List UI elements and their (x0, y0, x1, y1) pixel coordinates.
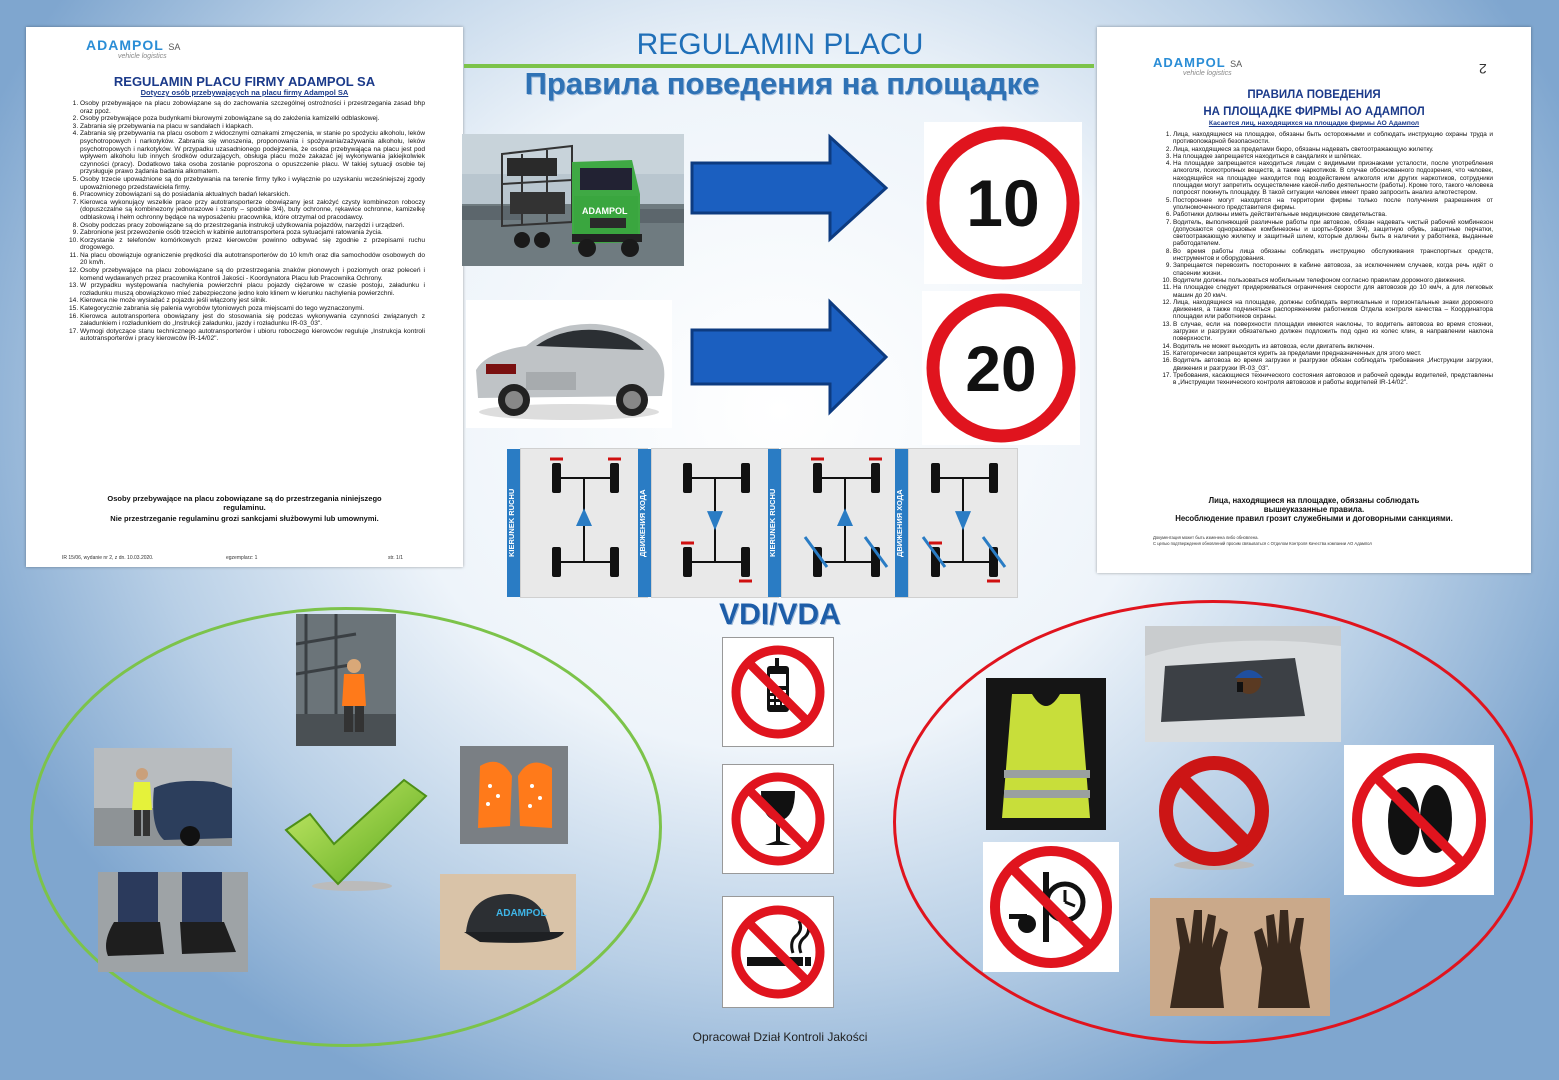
rule-item: 1. Osoby przebywające na placu zobowiązane są do zachowania szczególnej ostrożności i przestrzegania zasad bhp oraz ppoż. (80, 100, 425, 115)
doc-title-1: ПРАВИЛА ПОВЕДЕНИЯ (1247, 89, 1381, 101)
driver-vest-photo (296, 614, 396, 746)
doc-footer-2: Несоблюдение правил грозит служебными и договорными санкциями. (1175, 514, 1453, 523)
rule-item: 14. Водитель не может выходить из автовоза, если двигатель включен. (1173, 343, 1493, 350)
rule-item: 8. Osoby podczas pracy zobowiązane są do przestrzegania instrukcji użytkowania pojazdów, narzędzi i urządzeń. (80, 222, 425, 230)
rule-item: 7. Kierowca wykonujący wszelkie prace przy autotransporterze obowiązany jest założyć czysty kombinezon roboczy (dopuszczalne są kombinezony jednorazowe i szorty – spodnie 3/4), buty ochronne, rękawice ochronne, kamizelkę odblaskową i hełm ochronny będące na wyposażeniu pracownika, które otrzymał od pracodawcy. (80, 199, 425, 222)
no-jewelry-sign (983, 842, 1119, 972)
doc-subtitle: Dotyczy osób przebywających na placu firmy Adampol SA (140, 88, 349, 97)
hi-vis-vest-photo (986, 678, 1106, 830)
rule-item: 8. Во время работы лица обязаны соблюдать инструкцию обслуживания транспортных средств, инструментов и оборудования. (1173, 248, 1493, 263)
doc-meta-left: IR 15/06, wydanie nr 2, z dn. 10.03.2020. (62, 555, 154, 561)
rule-item: 4. Zabrania się przebywania na placu osobom z widocznymi oznakami zmęczenia, w stanie po spożyciu alkoholu, leków psychotropowych i narkotyków. Zabrania się wnoszenia, proponowania i spożywania/zażywania alkoholu, leków psychotropowych i narkotyków. W przypadku uzasadnionego podejrzenia, że osoba przebywająca na placu jest pod wpływem alkoholu lub innych środków odurzających, obsługa placu może zakazać jej wykonywania jakiejkolwiek czynności (pracy). Dodatkowo taka osoba zostanie poproszona o opuszczenie placu. W takiej sytuacji osobie tej przysługuje prawo żądania badania alkomatem. (80, 130, 425, 176)
rule-item: 15. Категорически запрещается курить за пределами предназначенных для этого мест. (1173, 350, 1493, 357)
rule-item: 5. Osoby trzecie upoważnione są do przebywania na terenie firmy tylko i wyłącznie po uzyskaniu wcześniejszej zgody upoważnionego przedstawiciela firmy. (80, 176, 425, 191)
no-phone-sign (722, 637, 834, 747)
speed-limit-sign-10 (924, 122, 1082, 284)
rule-item: 13. W przypadku występowania nachylenia powierzchni placu pojazdy ciężarowe w czasie postoju, załadunku i rozładunku muszą obowiązkowo mieć zabezpieczone jedno koło klinem w kierunku nachylenia powierzchni. (80, 282, 425, 297)
wheel-chock-panel (768, 448, 909, 598)
rule-item: 3. Zabrania się przebywania na placu w sandałach i klapkach. (80, 123, 425, 131)
direction-label: ДВИЖЕНИЯ ХОДА (638, 449, 651, 597)
doc-footer-2: Nie przestrzeganie regulaminu grozi sankcjami służbowymi lub umownymi. (110, 514, 379, 523)
doc-subtitle: Касается лиц, находящихся на площадке фирмы АО Адампол (1208, 120, 1420, 127)
rule-item: 6. Работники должны иметь действительные медицинские свидетельства. (1173, 211, 1493, 218)
vdi-vda-label: VDI/VDA (719, 598, 841, 631)
rule-item: 11. Na placu obowiązuje ograniczenie prędkości dla autotransporterów do 10 km/h oraz dla samochodów osobowych do 20 km/h. (80, 252, 425, 267)
wheel-chock-panel (895, 448, 1018, 598)
car-inspection-photo (94, 748, 232, 846)
arrow-right-icon (690, 298, 890, 416)
direction-label: ДВИЖЕНИЯ ХОДА (895, 449, 908, 597)
title-russian: Правила поведения на площадке (524, 66, 1040, 101)
speed-value: 10 (966, 166, 1040, 240)
regulamin-document-pl (26, 27, 463, 567)
doc-title-2: НА ПЛОЩАДКЕ ФИРМЫ АО АДАМПОЛ (1203, 106, 1425, 118)
rules-list (1159, 131, 1493, 386)
rule-item: 1. Лица, находящиеся на площадке, обязаны быть осторожными и соблюдать инструкцию охраны труда и противопожарной безопасности. (1173, 131, 1493, 146)
rule-item: 2. Osoby przebywające poza budynkami biurowymi zobowiązane są do założenia kamizelki odblaskowej. (80, 115, 425, 123)
rule-item: 12. Лица, находящиеся на площадке, должны соблюдать вертикальные и горизонтальные знаки дорожного движения, а также подчиняться распоряжениям работников Отдела контроля качества – Координатора площадки или работников охраны. (1173, 299, 1493, 321)
rule-item: 10. Korzystanie z telefonów komórkowych przez kierowców powinno odbywać się zgodnie z przepisami ruchu drogowego. (80, 237, 425, 252)
direction-label: KIERUNEK RUCHU (768, 449, 781, 597)
rule-item: 13. В случае, если на поверхности площадки имеются наклоны, то водитель автовоза во время стоянки, загрузки и разгрузки обязательно должен подложить под одно из колес клин, в направлении наклона поверхности. (1173, 321, 1493, 343)
wheel-chock-panel (638, 448, 779, 598)
adampol-logo: ADAMPOL SA (86, 37, 181, 53)
credit-text: Opracował Dział Kontroli Jakości (692, 1030, 868, 1044)
rules-list (66, 100, 425, 343)
arrow-right-icon (690, 133, 890, 243)
direction-label: KIERUNEK RUCHU (507, 449, 520, 597)
regulamin-document-ru (1097, 27, 1531, 573)
adampol-logo: ADAMPOL SA (1153, 55, 1243, 70)
no-smoking-sign (722, 896, 834, 1008)
rule-item: 11. На площадке следует придерживаться ограничения скорости для автовозов до 10 км/ч, а для легковых машин до 20 км/ч. (1173, 284, 1493, 299)
rule-item: 9. Запрещается перевозить посторонних в кабине автовоза, за исключением случаев, когда речь идёт о спасении жизни. (1173, 262, 1493, 277)
truck-brand-text: ADAMPOL (582, 206, 628, 216)
rule-item: 10. Водители должны пользоваться мобильным телефоном согласно правилам дорожного движения. (1173, 277, 1493, 284)
rule-item: 3. На площадке запрещается находиться в сандалиях и шлёпках. (1173, 153, 1493, 160)
rule-item: 15. Kategorycznie zabrania się palenia wyrobów tytoniowych poza miejscami do tego wyznaczonymi. (80, 305, 425, 313)
rule-item: 14. Kierowca nie może wysiadać z pojazdu jeśli włączony jest silnik. (80, 297, 425, 305)
rule-item: 2. Лица, находящиеся за пределами бюро, обязаны надевать светоотражающую жилетку. (1173, 146, 1493, 153)
checkmark-icon (280, 774, 430, 894)
rule-item: 16. Kierowca autotransportera obowiązany jest do stosowania się podczas wykonywania czynności związanych z załadunkiem i rozładunkiem do „Instrukcji załadunku, jazdy i rozładunku IR-03_03". (80, 313, 425, 328)
logo-tagline: vehicle logistics (1183, 70, 1232, 77)
doc-meta-mid: egzemplarz: 1 (226, 555, 258, 561)
doc-meta-1: Документация может быть изменена либо обновлена. (1153, 535, 1259, 540)
page-number: 2 (1479, 61, 1487, 77)
doc-meta-right: str. 1/1 (388, 555, 404, 561)
speed-value: 20 (965, 333, 1037, 405)
rule-item: 6. Pracownicy zobowiązani są do posiadania aktualnych badań lekarskich. (80, 191, 425, 199)
protective-gloves-photo (460, 746, 568, 844)
rule-item: 12. Osoby przebywające na placu zobowiązane są do przestrzegania znaków pionowych i poziomych oraz poleceń i komend wydawanych przez pracownika Kontroli Jakości - Koordynatora Placu lub Pracownika Ochrony. (80, 267, 425, 282)
no-flipflops-sign (1344, 745, 1494, 895)
rule-item: 17. Wymogi dotyczące stanu technicznego autotransporterów i ubioru roboczego kierowców reguluje „Instrukcja kontroli autotransporterów i pracy kierowców IR-14/02". (80, 328, 425, 343)
car-transporter-photo (462, 134, 684, 266)
doc-title: REGULAMIN PLACU FIRMY ADAMPOL SA (113, 74, 376, 89)
driver-phone-photo (1145, 626, 1341, 742)
rule-item: 9. Zabronione jest przewożenie osób trzecich w kabinie autotransportera poza sytuacjami ratowania życia. (80, 229, 425, 237)
title-polish: REGULAMIN PLACU (636, 28, 924, 61)
passenger-car-photo (466, 300, 672, 428)
doc-footer-1: Osoby przebywające na placu zobowiązane są do przestrzegania niniejszego regulaminu. (107, 494, 382, 512)
doc-footer-1: Лица, находящиеся на площадке, обязаны соблюдать вышеуказанные правила. (1208, 496, 1420, 514)
logo-tagline: vehicle logistics (118, 53, 167, 60)
doc-meta-2: С целью подтверждения обновлений просим связываться с Отделом Контроля Качества компании АО Адампол (1153, 541, 1372, 546)
safety-cap-photo (440, 874, 576, 970)
rule-item: 7. Водитель, выполняющий различные работы при автовозе, обязан надевать чистый рабочий комбинезон (допускаются одноразовые комбинезоны и шорты-брюки 3/4), защитную обувь, защитные перчатки, светоотражающую жилетку и защитный шлем, которые должны быть в наличии у работника, выданные работодателем. (1173, 219, 1493, 248)
safety-boots-photo (98, 872, 248, 972)
wheel-chock-panel (507, 448, 648, 598)
rule-item: 5. Посторонние могут находится на территории фирмы только после получения разрешения от уполномоченного представителя фирмы. (1173, 197, 1493, 212)
speed-limit-sign-20 (922, 291, 1080, 445)
rule-item: 17. Требования, касающиеся технического состояния автовозов и рабочей одежды водителей, представлены в „Инструкции технического контроля автовозов и работы водителей IR-14/02". (1173, 372, 1493, 387)
dirty-hands-photo (1150, 898, 1330, 1016)
rule-item: 4. На площадке запрещается находиться лицам с видимыми признаками усталости, после употребления алкоголя, психотропных веществ, а также наркотиков. В случае обоснованного подозрения, что человек, находящийся на площадке находится под воздействием алкоголя или других наркотиков, сотрудники площадки могут запретить осуществление какой-либо деятельности (работы). Кроме того, такого человека попросят покинуть площадку. В такой ситуации человек имеет право запросить анализ алкотестером. (1173, 160, 1493, 196)
cap-brand-text: ADAMPOL (496, 908, 547, 919)
prohibited-icon (1142, 753, 1286, 873)
rule-item: 16. Водитель автовоза во время загрузки и разгрузки обязан соблюдать требования „Инструкции загрузки, движения и разгрузки IR-03_03". (1173, 357, 1493, 372)
no-alcohol-sign (722, 764, 834, 874)
